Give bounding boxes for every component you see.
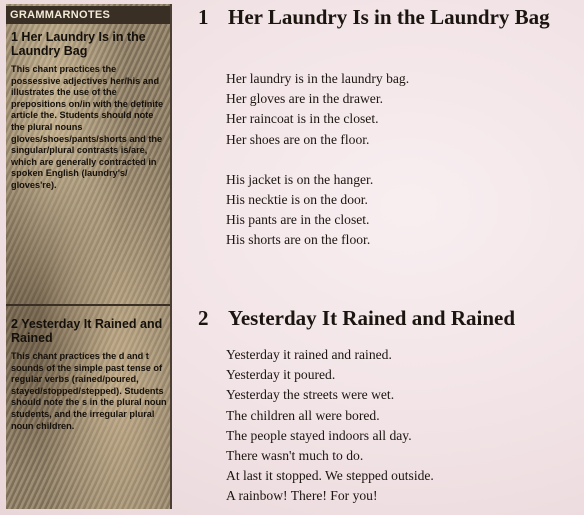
section-divider [6, 304, 170, 306]
chant-line: Her shoes are on the floor. [226, 131, 370, 147]
chant-line: Yesterday it rained and rained. [226, 347, 392, 362]
chant-line: Yesterday the streets were wet. [226, 387, 395, 403]
chant-line: At last it stopped. We stepped outside. [226, 468, 434, 484]
stanza-break [226, 150, 409, 170]
chant-line: His pants are in the closet. [226, 212, 370, 228]
chant-line: Her gloves are in the drawer. [226, 91, 384, 107]
chant-number: 1 [198, 5, 209, 29]
chant-line: A rainbow! There! For you! [226, 488, 378, 504]
grammar-note-title: 1 Her Laundry Is in the Laundry Bag [11, 30, 146, 58]
grammar-notes-sidebar [6, 4, 172, 509]
chant-line: The children all were bored. [226, 407, 380, 423]
grammar-note-2 [6, 311, 172, 432]
chant-line: The people stayed indoors all day. [226, 427, 412, 443]
grammar-note-body: This chant practices the d and t sounds of the simple past tense of regular verbs (rained/poured, stayed/stopped/stepped). Students should note the s in the plural noun students, and the irregular plural noun children. [11, 351, 167, 431]
chant-number: 2 [198, 306, 209, 330]
chant-lines [226, 345, 434, 507]
grammar-note-body: This chant practices the possessive adjectives her/his and illustrates the use of the prepositions on/in with the definite article the. Students should note the plural nouns gloves/shoes/pants/shorts and the singular/plural contrasts is/are, which are generally contracted in spoken English (laundry's/ gloves're). [11, 64, 164, 190]
chant-title: Her Laundry Is in the Laundry Bag [228, 5, 550, 29]
chant-line: His necktie is on the door. [226, 192, 368, 208]
grammar-note-title: 2 Yesterday It Rained and Rained [11, 317, 163, 345]
chant-lines [226, 69, 409, 251]
grammar-notes-heading: GRAMMARNOTES [6, 6, 170, 24]
chant-line: His shorts are on the floor. [226, 232, 371, 248]
chant-line: Yesterday it poured. [226, 367, 336, 383]
chant-line: Her raincoat is in the closet. [226, 111, 379, 127]
chant-line: Her laundry is in the laundry bag. [226, 71, 410, 86]
grammar-note-1 [6, 30, 170, 192]
chant-title: Yesterday It Rained and Rained [228, 306, 516, 330]
chant-line: His jacket is on the hanger. [226, 171, 374, 187]
chant-line: There wasn't much to do. [226, 448, 364, 464]
chant-content [198, 0, 582, 515]
